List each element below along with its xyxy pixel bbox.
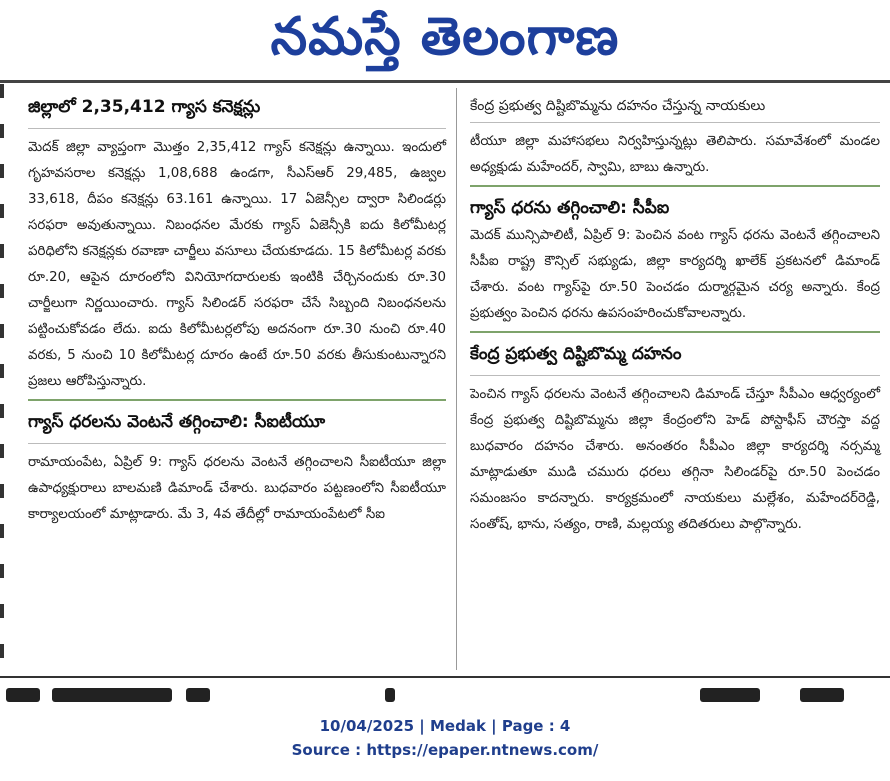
headline-cpi-demand: గ్యాస్ ధరను తగ్గించాలి: సీపీఐ — [470, 198, 670, 218]
article-citu-demand: రామాయంపేట, ఏప్రిల్ 9: గ్యాస్ ధరలను వెంటనే తగ్గించాలని సీఐటీయూ జిల్లా ఉపాధ్యక్షురాలు బాలమణి డిమాండ్ చేశారు. బుధవారం పట్టణంలోని సీఐటీయూ కార్యాలయంలో మాట్లాడారు. మే 3, 4వ తేదీల్లో రామాయంపేటలో సీఐ — [28, 455, 446, 522]
divider — [28, 128, 446, 129]
masthead — [0, 0, 890, 78]
divider — [470, 375, 880, 376]
divider — [28, 443, 446, 444]
cropped-next-headline — [0, 686, 890, 708]
headline-citu-demand: గ్యాస్ ధరలను వెంటనే తగ్గించాలి: సీఐటీయూ — [28, 412, 326, 432]
article-continuation: టీయూ జిల్లా మహాసభలు నిర్వహిస్తున్నట్లు తెలిపారు. సమావేశంలో మండల అధ్యక్షుడు మహేందర్, స్వామి, బాబు ఉన్నారు. — [470, 134, 880, 175]
footer-source: Source : https://epaper.ntnews.com/ — [291, 741, 599, 759]
section-divider — [470, 185, 880, 187]
article-cpi-demand: మెదక్ మున్సిపాలిటీ, ఏప్రిల్ 9: పెంచిన వంట గ్యాస్ ధరను వెంటనే తగ్గించాలని సీపీఐ రాష్ట్ర కౌన్సిల్ సభ్యుడు, జిల్లా కార్యదర్శి ఖాలేక్ ప్రకటనలో డిమాండ్ చేశారు. వంట గ్యాస్‌పై రూ.50 పెంచడం దుర్మార్గమైన చర్య అన్నారు. కేంద్ర ప్రభుత్వం పెంచిన ధరను ఉపసంహరించుకోవాలన్నారు. — [470, 228, 880, 321]
column-divider — [456, 88, 457, 670]
photo-caption: కేంద్ర ప్రభుత్వ దిష్టిబొమ్మను దహనం చేస్తున్న నాయకులు — [470, 92, 880, 123]
article-gas-connections: మెదక్ జిల్లా వ్యాప్తంగా మొత్తం 2,35,412 గ్యాస్ కనెక్షన్లు ఉన్నాయి. ఇందులో గృహవసరాల కనెక్షన్లు 1,08,688 ఉండగా, సీఎస్ఆర్ 29,485, ఉజ్వల 33,618, దీపం కనెక్షన్లు 63.161 ఉన్నాయి. 17 ఏజెన్సీల ద్వారా సిలిండర్లు సరఫరా అవుతున్నాయి. నిబంధనల మేరకు గ్యాస్ ఏజెన్సీకి ఐదు కిలోమీటర్ల పరిధిలోని కనెక్షన్లకు రవాణా చార్జీలు వసూలు చేయకూడదు. 15 కిలోమీటర్ల వరకు రూ.20, ఆపైన దూరంలోని వినియోగదారులకు ఇంటికి చేర్చినందుకు రూ.30 చార్జీలుగా నిర్ణయించారు. గ్యాస్ సిలిండర్ సరఫరా చేసే సిబ్బంది నిబంధనలను పట్టించుకోవడం లేదు. ఐదు కిలోమీటర్లలోపు అదనంగా రూ.30 నుంచి రూ.40 వరకు, 5 నుంచి 10 కిలోమీటర్ల దూరం ఉంటే రూ.50 వరకు తీసుకుంటున్నారని ప్రజలు ఆరోపిస్తున్నారు. — [28, 140, 446, 389]
right-column — [470, 84, 880, 542]
footer-date-edition: 10/04/2025 | Medak | Page : 4 — [319, 717, 571, 735]
headline-gas-connections: జిల్లాలో 2,35,412 గ్యాస కనెక్షన్లు — [28, 97, 261, 117]
section-divider — [470, 331, 880, 333]
bottom-rule — [0, 676, 890, 678]
article-effigy-burning: పెంచిన గ్యాస్ ధరలను వెంటనే తగ్గించాలని డిమాండ్ చేస్తూ సీపీఎం ఆధ్వర్యంలో కేంద్ర ప్రభుత్వ దిష్టిబొమ్మను జిల్లా కేంద్రంలోని హెడ్ పోస్టాఫీస్ చౌరస్తా వద్ద బుధవారం దహనం చేశారు. అనంతరం సీపీఎం జిల్లా కార్యదర్శి నర్సమ్మ మాట్లాడుతూ ముడి చమురు ధరలు తగ్గినా సిలిండర్‌పై రూ.50 పెంచడం సమంజసం కాదన్నారు. కార్యక్రమంలో నాయకులు మల్లేశం, మహేందర్‌రెడ్డి, సంతోష్, భాను, సత్యం, రాణి, మల్లయ్య తదితరులు పాల్గొన్నారు. — [470, 387, 880, 532]
left-column — [28, 84, 446, 532]
headline-effigy-burning: కేంద్ర ప్రభుత్వ దిష్టిబొమ్మ దహనం — [470, 344, 682, 364]
section-divider — [28, 399, 446, 401]
masthead-rule — [0, 80, 890, 83]
newspaper-logo-title: నమస్తే తెలంగాణ — [270, 7, 620, 67]
left-edge-marks — [0, 84, 4, 684]
